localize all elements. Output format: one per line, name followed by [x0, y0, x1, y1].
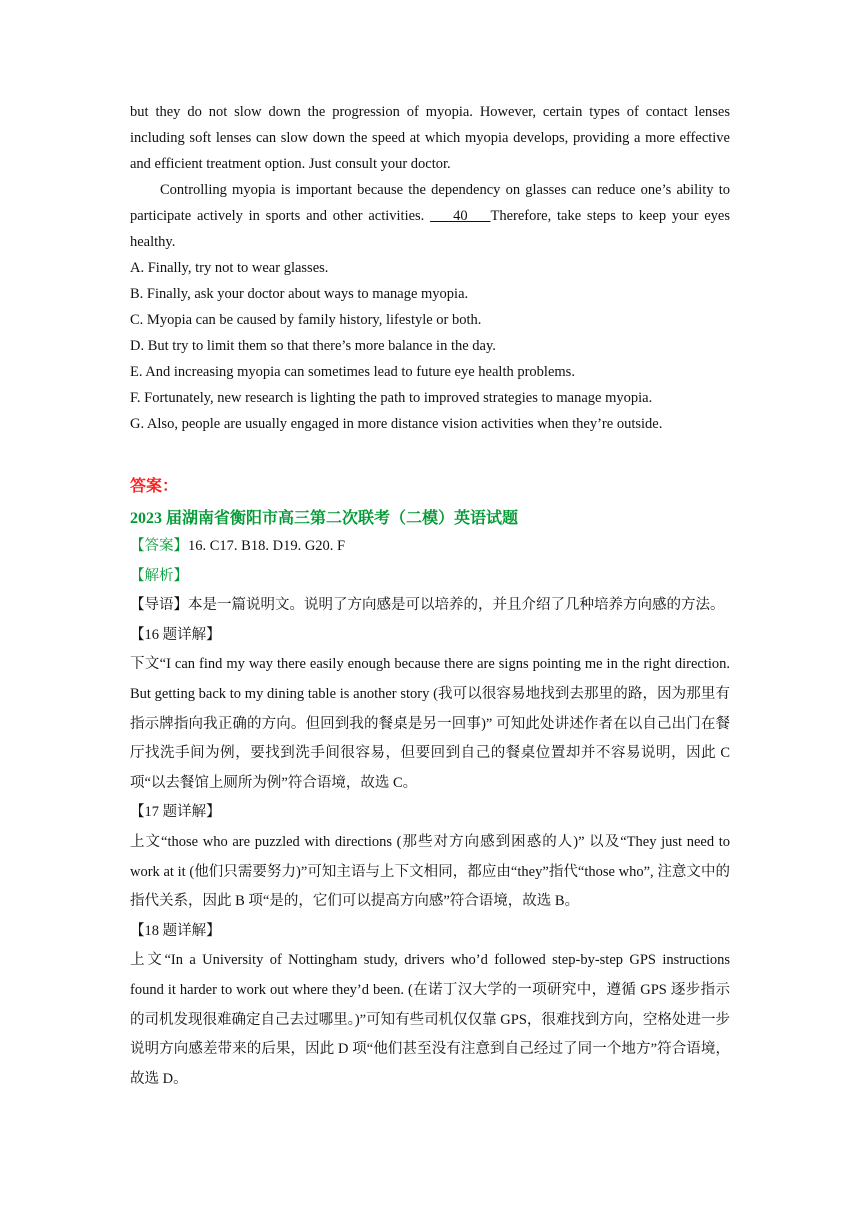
option-a: A. Finally, try not to wear glasses. [130, 260, 329, 276]
paragraph-text: Controlling myopia is important because the dependency on glasses can reduce one’s ability to participate actively in sports and other activities. [130, 182, 730, 224]
q16-explanation: 下文“I can find my way there easily enough because there are signs pointing me in the right direction. But getting back to my dining table is another story (我可以很容易地找到去那里的路，因为那里有指示牌指向我正确的方向。但回到我的餐桌是另一回事)” 可知此处讲述作者在以自己出门在餐厅找洗手间为例，要找到洗手间很容易，但要回到自己的餐桌位置却并不容易说明，因此 C 项“以去餐馆上厕所为例”符合语境，故选 C。 [130, 656, 730, 791]
guide-tag: 【导语】 [130, 597, 188, 614]
option-b: B. Finally, ask your doctor about ways to manage myopia. [130, 286, 469, 302]
analysis-tag: 【解析】 [130, 567, 188, 584]
answer-heading: 答案： [130, 478, 179, 495]
exam-title: 2023 届湖南省衡阳市高三第二次联考（二模）英语试题 [130, 510, 519, 527]
passage-paragraph [130, 177, 730, 255]
answer-tag: 【答案】 [130, 538, 188, 554]
answer-key-text: 16. C17. B18. D19. G20. F [188, 538, 346, 554]
option-e: E. And increasing myopia can sometimes lead to future eye health problems. [130, 364, 575, 380]
passage-paragraph: but they do not slow down the progression of myopia. However, certain types of contact lenses including soft lenses can slow down the speed at which myopia develops, providing a more effective and efficient treatment option. Just consult your doctor. [130, 104, 730, 172]
option-g: G. Also, people are usually engaged in more distance vision activities when they’re outside. [130, 416, 663, 432]
question-blank-40: 40 [430, 208, 491, 224]
q17-explanation: 上文“those who are puzzled with directions (那些对方向感到困惑的人)” 以及“They just need to work at it (他们只需要努力)”可知主语与上下文相同，都应由“they”指代“those who”, 注意文中的指代关系，因此 B 项“是的，它们可以提高方向感”符合语境，故选 B。 [130, 833, 730, 910]
option-c: C. Myopia can be caused by family history, lifestyle or both. [130, 312, 482, 328]
q16-heading: 【16 题详解】 [130, 626, 221, 643]
q18-explanation: 上文“In a University of Nottingham study, drivers who’d followed step-by-step GPS instructions found it harder to work out where they’d been. (在诺丁汉大学的一项研究中，遵循 GPS 逐步指示的司机发现很难确定自己去过哪里。)”可知有些司机仅仅靠 GPS，很难找到方向，空格处进一步说明方向感差带来的后果，因此 D 项“他们甚至没有注意到自己经过了同一个地方”符合语境，故选 D。 [130, 952, 730, 1087]
guide-text: 本是一篇说明文。说明了方向感是可以培养的，并且介绍了几种培养方向感的方法。 [188, 597, 725, 614]
document-page [130, 99, 730, 1094]
paragraph-text: Therefore, take steps to keep your eyes healthy. [130, 208, 730, 250]
q18-heading: 【18 题详解】 [130, 922, 221, 939]
option-f: F. Fortunately, new research is lighting the path to improved strategies to manage myopia. [130, 390, 653, 406]
guide-paragraph [130, 591, 730, 621]
answer-key [130, 532, 730, 562]
option-d: D. But try to limit them so that there’s more balance in the day. [130, 338, 496, 354]
q17-heading: 【17 题详解】 [130, 804, 221, 821]
